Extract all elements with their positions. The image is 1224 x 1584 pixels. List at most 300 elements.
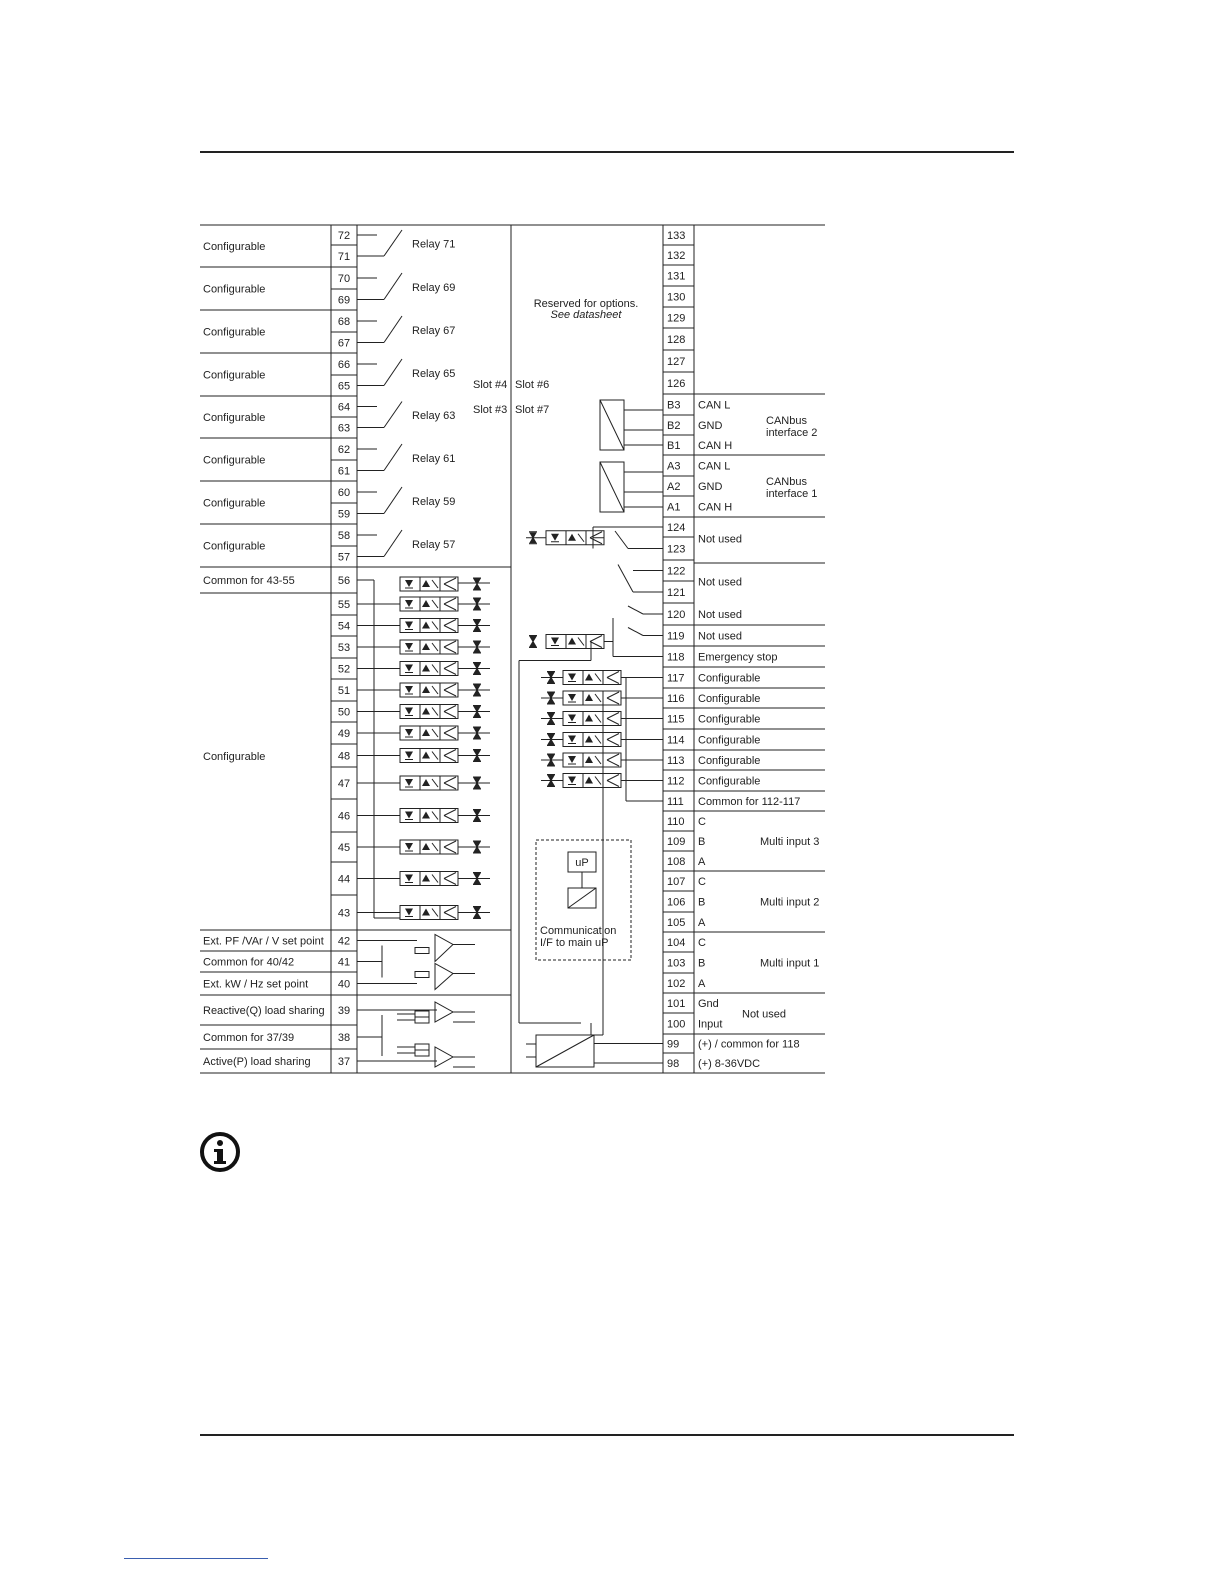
terminal-number: 102: [667, 978, 686, 990]
right-label: CAN L: [698, 399, 731, 412]
tvs-half: [530, 642, 536, 647]
diode-symbol: [405, 729, 413, 736]
light-arrow: [432, 779, 438, 787]
optocoupler: [400, 726, 458, 740]
light-arrow: [595, 674, 601, 682]
transistor-leg: [444, 604, 456, 610]
diode-symbol: [422, 622, 430, 629]
slot-label: Slot #7: [515, 404, 550, 416]
left-label: Common for 43-55: [203, 575, 295, 587]
optocoupler: [400, 683, 458, 697]
diode-symbol: [568, 777, 576, 784]
optocoupler: [563, 671, 621, 685]
resistor: [415, 1011, 429, 1017]
transistor-leg: [607, 678, 619, 684]
diode-symbol: [405, 708, 413, 715]
relay-label: Relay 61: [412, 452, 456, 465]
diode-symbol: [422, 580, 430, 587]
terminal-number: 121: [667, 587, 686, 599]
tvs-diode-icon: [473, 578, 481, 590]
optocoupler: [400, 872, 458, 886]
right-label: (+) 8-36VDC: [698, 1058, 761, 1070]
terminal-number: 60: [337, 487, 351, 499]
diode-symbol: [568, 534, 576, 541]
relay-blade: [618, 565, 633, 593]
diode-symbol: [551, 534, 559, 541]
diode-symbol: [405, 909, 413, 916]
tvs-half: [474, 604, 480, 609]
terminal-number: 37: [337, 1056, 351, 1068]
right-label: GND: [698, 481, 723, 493]
right-label: A: [698, 978, 706, 990]
diode-symbol: [585, 756, 593, 763]
transistor-leg: [444, 733, 456, 739]
relay-label: Relay 63: [412, 410, 456, 422]
can-transceiver: [600, 462, 663, 512]
right-label: A: [698, 917, 706, 929]
left-label: Configurable: [203, 454, 266, 467]
group-label: CANbus: [766, 415, 807, 427]
terminal-wiring-diagram: [190, 215, 830, 1090]
terminal-number: 112: [667, 775, 685, 788]
transistor-leg: [607, 760, 619, 766]
optocoupler: [400, 906, 458, 920]
terminal-number: 46: [337, 810, 351, 823]
terminal-number: B2: [667, 420, 681, 432]
right-label: (+) / common for 118: [698, 1038, 800, 1051]
terminal-number: 55: [337, 599, 351, 611]
slot-label: Slot #3: [473, 404, 508, 416]
terminal-number: 99: [667, 1038, 680, 1051]
transistor-leg: [607, 698, 619, 704]
diode-symbol: [405, 875, 413, 882]
terminal-number: A3: [667, 460, 681, 473]
relay-label: Relay 59: [412, 495, 456, 508]
diode-symbol: [422, 708, 430, 715]
transistor-leg: [444, 598, 456, 604]
group-label: CANbus: [766, 476, 807, 488]
slot-label: Slot #6: [515, 379, 550, 391]
optocoupler: [400, 640, 458, 654]
transistor-leg: [607, 781, 619, 787]
tvs-half: [548, 760, 554, 765]
transistor-leg: [444, 810, 456, 816]
transistor-leg: [607, 734, 619, 740]
left-label: Configurable: [203, 369, 266, 382]
relay-switch-blade: [384, 273, 402, 300]
transistor-leg: [444, 641, 456, 647]
terminal-number: 39: [337, 1005, 351, 1017]
diode-symbol: [405, 580, 413, 587]
group-label: Multi input 3: [760, 836, 820, 848]
optocoupler: [400, 597, 458, 611]
terminal-number: 52: [337, 663, 351, 676]
terminal-number: 101: [667, 998, 686, 1010]
terminal-number: 42: [337, 935, 351, 948]
relay-switch-blade: [384, 316, 402, 343]
optocoupler: [400, 662, 458, 676]
terminal-number: 64: [337, 401, 351, 414]
diode-symbol: [568, 694, 576, 701]
optocoupler: [400, 705, 458, 719]
terminal-number: 126: [667, 378, 686, 390]
terminal-number: 57: [337, 551, 351, 564]
right-label: Gnd: [698, 998, 719, 1010]
terminal-number: 127: [667, 356, 686, 368]
diode-symbol: [422, 779, 430, 786]
transistor-leg: [444, 712, 456, 718]
terminal-number: 50: [337, 706, 351, 719]
optocoupler: [563, 753, 621, 767]
right-label: Not used: [698, 576, 743, 589]
terminal-number: 129: [667, 312, 686, 325]
right-label: Configurable: [698, 775, 761, 788]
left-label: Configurable: [203, 283, 266, 296]
light-arrow: [432, 843, 438, 851]
relay-switch-blade: [384, 444, 402, 471]
transistor-leg: [590, 642, 602, 648]
diode-symbol: [568, 756, 576, 763]
right-label: CAN H: [698, 501, 733, 514]
relay-switch-blade: [384, 230, 402, 256]
terminal-number: 116: [667, 693, 685, 705]
tvs-half: [474, 913, 480, 918]
terminal-number: 72: [337, 230, 351, 242]
diode-symbol: [405, 665, 413, 672]
group-label: interface 2: [766, 427, 818, 439]
optocoupler: [400, 749, 458, 763]
optocoupler: [563, 733, 621, 747]
light-arrow: [432, 665, 438, 673]
terminal-number: 108: [667, 856, 686, 868]
microprocessor-label: uP: [575, 857, 589, 869]
tvs-half: [474, 584, 480, 589]
relay-label: Relay 57: [412, 538, 456, 551]
right-label: Emergency stop: [698, 651, 778, 664]
diode-symbol: [405, 843, 413, 850]
transistor-leg: [607, 754, 619, 760]
transistor-leg: [444, 907, 456, 913]
transistor-leg: [444, 620, 456, 626]
transistor-leg: [444, 578, 456, 584]
group-label: interface 1: [766, 488, 818, 500]
terminal-number: 98: [667, 1058, 680, 1070]
transistor-leg: [444, 816, 456, 822]
tvs-half: [548, 698, 554, 703]
opamp-icon: [435, 964, 453, 990]
terminal-number: 63: [337, 422, 351, 435]
terminal-number: 117: [667, 672, 685, 685]
terminal-number: 45: [337, 842, 351, 854]
relay-label: Relay 69: [412, 281, 456, 294]
terminal-number: 107: [667, 876, 686, 888]
diode-symbol: [585, 777, 593, 784]
relay-label: Relay 65: [412, 367, 456, 380]
transistor-leg: [444, 690, 456, 696]
relay-switch-blade: [384, 359, 402, 386]
tvs-half: [548, 719, 554, 724]
terminal-number: 53: [337, 642, 351, 654]
resistor: [415, 972, 429, 978]
terminal-number: 61: [337, 465, 351, 478]
left-label: Configurable: [203, 540, 266, 553]
diode-symbol: [422, 729, 430, 736]
transistor-leg: [444, 727, 456, 733]
terminal-number: 71: [337, 251, 351, 263]
left-label: Configurable: [203, 326, 266, 339]
transistor-leg: [607, 719, 619, 725]
left-label: Configurable: [203, 412, 266, 424]
group-label: Multi input 2: [760, 896, 820, 909]
diode-symbol: [585, 674, 593, 681]
light-arrow: [595, 715, 601, 723]
left-label: Ext. PF /VAr / V set point: [203, 935, 324, 948]
transistor-leg: [444, 873, 456, 879]
footer-link-underline: [124, 1558, 268, 1559]
relay-switch-blade: [384, 402, 402, 428]
terminal-number: 104: [667, 937, 686, 949]
terminal-number: 114: [667, 734, 685, 747]
transistor-leg: [590, 538, 602, 544]
optocoupler: [563, 691, 621, 705]
terminal-number: 132: [667, 250, 686, 262]
left-label: Active(P) load sharing: [203, 1056, 311, 1068]
reserved-note: See datasheet: [550, 309, 622, 321]
right-label: Not used: [698, 533, 743, 546]
terminal-number: 122: [667, 565, 686, 578]
opamp-icon: [435, 1002, 453, 1022]
right-label: B: [698, 896, 706, 909]
terminal-number: 115: [667, 713, 685, 726]
header-rule: [200, 151, 1014, 153]
tvs-half: [474, 690, 480, 695]
can-transceiver: [600, 400, 663, 450]
relay-blade: [615, 531, 628, 549]
terminal-number: 48: [337, 750, 351, 763]
optocoupler: [546, 635, 604, 649]
right-label: Common for 112-117: [698, 796, 801, 808]
right-label: C: [698, 816, 706, 828]
light-arrow: [432, 752, 438, 760]
terminal-number: 62: [337, 444, 351, 456]
transistor-leg: [444, 841, 456, 847]
terminal-number: 118: [667, 651, 685, 664]
light-arrow: [432, 580, 438, 588]
terminal-number: A2: [667, 481, 681, 493]
right-label: CAN H: [698, 440, 733, 452]
reserved-note: Reserved for options.: [533, 298, 639, 310]
diode-symbol: [422, 600, 430, 607]
diode-symbol: [568, 715, 576, 722]
light-arrow: [432, 875, 438, 883]
tvs-half: [474, 756, 480, 761]
tvs-half: [548, 781, 554, 786]
terminal-number: 69: [337, 294, 351, 307]
terminal-number: 113: [667, 755, 685, 767]
optocoupler: [400, 776, 458, 790]
right-label: Not used: [698, 609, 743, 621]
tvs-half: [548, 678, 554, 683]
optocoupler: [563, 774, 621, 788]
left-label: Configurable: [203, 751, 266, 763]
terminal-number: 133: [667, 230, 686, 242]
transistor-leg: [607, 740, 619, 746]
terminal-number: 47: [337, 778, 351, 790]
right-label: Not used: [742, 1008, 787, 1021]
tvs-half: [548, 740, 554, 745]
terminal-number: 70: [337, 273, 351, 285]
footer-rule: [200, 1434, 1014, 1436]
relay-switch-blade: [384, 487, 402, 514]
diode-symbol: [585, 694, 593, 701]
right-label: C: [698, 876, 706, 888]
terminal-number: 109: [667, 836, 686, 848]
transistor-leg: [444, 783, 456, 789]
right-label: Configurable: [698, 734, 761, 747]
terminal-number: 54: [337, 620, 351, 633]
right-label: Input: [698, 1018, 723, 1031]
right-label: CAN L: [698, 460, 731, 473]
tvs-half: [474, 847, 480, 852]
light-arrow: [595, 736, 601, 744]
opamp-icon: [435, 935, 453, 962]
optocoupler: [400, 577, 458, 591]
terminal-number: 65: [337, 380, 351, 393]
transistor-leg: [607, 775, 619, 781]
right-label: B: [698, 957, 706, 970]
diode-symbol: [551, 638, 559, 645]
left-label: Configurable: [203, 241, 266, 253]
diode-symbol: [405, 622, 413, 629]
terminal-number: 41: [337, 956, 351, 969]
terminal-number: 59: [337, 508, 351, 521]
left-label: Common for 40/42: [203, 956, 295, 969]
light-arrow: [432, 686, 438, 694]
info-icon: [198, 1130, 242, 1174]
terminal-number: 105: [667, 917, 686, 929]
comm-label: I/F to main uP: [540, 937, 609, 949]
light-arrow: [432, 600, 438, 608]
resistor: [415, 1017, 429, 1023]
diode-symbol: [585, 715, 593, 722]
transistor-leg: [607, 713, 619, 719]
slot-label: Slot #4: [473, 379, 508, 391]
resistor: [415, 948, 429, 954]
transistor-leg: [590, 636, 602, 642]
right-label: Configurable: [698, 713, 761, 726]
diode-symbol: [422, 812, 430, 819]
tvs-half: [474, 783, 480, 788]
right-label: B: [698, 836, 706, 848]
optocoupler: [400, 809, 458, 823]
light-arrow: [595, 694, 601, 702]
right-label: C: [698, 937, 706, 949]
transistor-leg: [444, 879, 456, 885]
terminal-number: 44: [337, 873, 351, 886]
diode-symbol: [568, 674, 576, 681]
tvs-half: [474, 733, 480, 738]
diode-symbol: [568, 736, 576, 743]
terminal-number: A1: [667, 501, 681, 514]
transceiver-diagonal: [600, 400, 624, 450]
optocoupler: [400, 619, 458, 633]
optocoupler: [400, 840, 458, 854]
diode-symbol: [422, 665, 430, 672]
tvs-half: [474, 816, 480, 821]
light-arrow: [595, 756, 601, 764]
diode-symbol: [422, 909, 430, 916]
tvs-half: [530, 538, 536, 543]
tvs-half: [474, 647, 480, 652]
left-label: Common for 37/39: [203, 1032, 295, 1044]
opamp-icon: [435, 1047, 453, 1067]
diode-symbol: [422, 643, 430, 650]
relay-label: Relay 67: [412, 324, 456, 337]
relay-blade: [628, 628, 643, 636]
terminal-number: 119: [667, 630, 685, 643]
terminal-number: 40: [337, 978, 351, 991]
terminal-number: 123: [667, 543, 686, 556]
diode-symbol: [422, 752, 430, 759]
tvs-half: [474, 712, 480, 717]
terminal-number: 68: [337, 316, 351, 328]
light-arrow: [432, 708, 438, 716]
left-label: Ext. kW / Hz set point: [203, 978, 309, 991]
tvs-diode-icon: [529, 636, 537, 648]
diode-symbol: [405, 779, 413, 786]
transistor-leg: [444, 756, 456, 762]
terminal-number: 66: [337, 359, 351, 371]
light-arrow: [432, 643, 438, 651]
right-label: GND: [698, 420, 723, 432]
right-label: Configurable: [698, 693, 761, 705]
light-arrow: [432, 622, 438, 630]
transistor-leg: [444, 647, 456, 653]
transistor-leg: [444, 750, 456, 756]
transistor-leg: [607, 692, 619, 698]
terminal-number: 56: [337, 575, 351, 587]
resistor: [415, 1044, 429, 1050]
terminal-number: 100: [667, 1018, 686, 1031]
transistor-leg: [444, 777, 456, 783]
terminal-number: 110: [667, 816, 685, 828]
tvs-half: [474, 626, 480, 631]
optocoupler: [563, 712, 621, 726]
power-diagonal: [536, 1035, 594, 1067]
light-arrow: [432, 812, 438, 820]
terminal-number: 120: [667, 609, 686, 621]
transistor-leg: [444, 706, 456, 712]
light-arrow: [432, 729, 438, 737]
terminal-number: 130: [667, 291, 686, 304]
light-arrow: [578, 534, 584, 542]
terminal-number: 38: [337, 1032, 351, 1044]
relay-label: Relay 71: [412, 238, 456, 251]
transistor-leg: [444, 663, 456, 669]
diode-symbol: [422, 875, 430, 882]
diode-symbol: [405, 643, 413, 650]
transistor-leg: [444, 684, 456, 690]
transistor-leg: [444, 584, 456, 590]
left-label: Reactive(Q) load sharing: [203, 1005, 325, 1017]
terminal-number: 124: [667, 522, 686, 534]
right-label: Not used: [698, 630, 743, 643]
tvs-half: [474, 669, 480, 674]
transistor-leg: [444, 626, 456, 632]
diode-symbol: [405, 812, 413, 819]
comm-label: Communication: [540, 925, 617, 937]
tvs-half: [474, 879, 480, 884]
